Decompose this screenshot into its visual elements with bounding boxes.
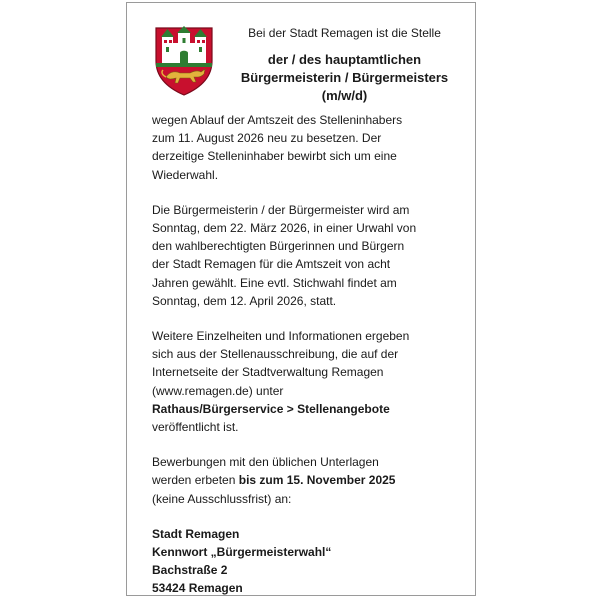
website-path: Rathaus/Bürgerservice > Stellenangebote: [152, 401, 390, 416]
text-line: Sonntag, dem 22. März 2026, in einer Urwahl von: [152, 221, 417, 236]
details-paragraph: [152, 327, 457, 436]
text-line: veröffentlicht ist.: [152, 420, 239, 435]
address-line: Stadt Remagen: [152, 526, 240, 541]
text-line: Internetseite der Stadtverwaltung Remagen: [152, 365, 384, 380]
text-line: derzeitige Stelleninhaber bewirbt sich um eine: [152, 149, 397, 164]
text-line: Wiederwahl.: [152, 167, 219, 182]
text-line: werden erbeten: [152, 473, 239, 488]
text-line: Bewerbungen mit den üblichen Unterlagen: [152, 455, 379, 470]
intro-text: Bei der Stadt Remagen ist die Stelle: [248, 26, 441, 40]
text-line: der Stadt Remagen für die Amtszeit von acht: [152, 257, 391, 272]
address-line: 53424 Remagen: [152, 581, 243, 596]
position-title-line: der / des hauptamtlichen: [267, 52, 422, 67]
text-line: Sonntag, dem 12. April 2026, statt.: [152, 293, 337, 308]
position-title-line: (m/w/d): [321, 88, 368, 103]
text-line: wegen Ablauf der Amtszeit des Stelleninhabers: [152, 113, 403, 127]
application-paragraph: [152, 453, 457, 508]
postal-address: [152, 525, 457, 598]
text-line: Die Bürgermeisterin / der Bürgermeister wird am: [152, 202, 410, 217]
text-line: sich aus der Stellenausschreibung, die auf der: [152, 347, 399, 362]
advertisement-body: [152, 111, 457, 598]
text-line: den wahlberechtigten Bürgerinnen und Bürgern: [152, 239, 405, 254]
term-paragraph: [152, 111, 457, 184]
election-paragraph: [152, 201, 457, 310]
address-line: Kennwort „Bürgermeisterwahl“: [152, 545, 332, 560]
text-line: (keine Ausschlussfrist) an:: [152, 491, 292, 506]
deadline-line: [152, 473, 395, 487]
remagen-coat-of-arms-icon: [152, 25, 216, 97]
text-line: zum 11. August 2026 neu zu besetzen. Der: [152, 131, 382, 146]
position-title: [227, 51, 462, 105]
address-line: Bachstraße 2: [152, 563, 228, 578]
text-line: (www.remagen.de) unter: [152, 383, 284, 398]
text-line: Weitere Einzelheiten und Informationen ergeben: [152, 329, 410, 344]
position-title-line: Bürgermeisterin / Bürgermeisters: [240, 70, 449, 85]
text-line: Jahren gewählt. Eine evtl. Stichwahl findet am: [152, 275, 397, 290]
application-deadline: bis zum 15. November 2025: [238, 473, 396, 488]
job-advertisement: [126, 2, 476, 596]
